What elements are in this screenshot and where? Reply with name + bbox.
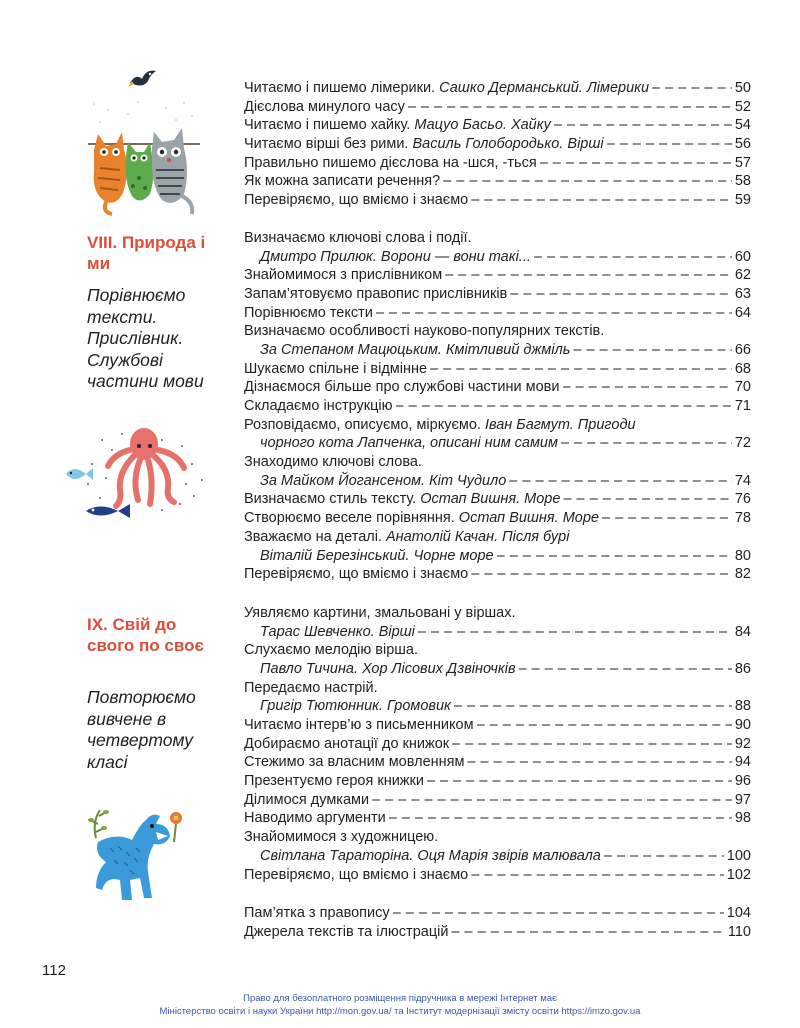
table-of-contents — [244, 79, 751, 942]
toc-entry[interactable]: За Степаном Мацюцьким. Кмітливий джміль – – – 66 — [244, 341, 751, 360]
toc-entry[interactable]: За Майком Йогансеном. Кіт Чудило – – – 74 — [244, 472, 751, 491]
footer-line: Право для безоплатного розміщення підручника в мережі Інтернет має — [243, 993, 557, 1004]
toc-entry[interactable]: Пам’ятка з правопису – – – 104 — [244, 904, 751, 923]
toc-entry[interactable]: Знайомимося з прислівником – – – 62 — [244, 266, 751, 285]
toc-entry[interactable]: Ділимося думками – – – 97 — [244, 791, 751, 810]
toc-entry[interactable]: Розповідаємо, описуємо, міркуємо. Іван Багмут. Пригоди — [244, 416, 636, 433]
toc-entry[interactable]: Визначаємо стиль тексту. Остап Вишня. Море – – – 76 — [244, 490, 751, 509]
toc-entry[interactable]: Як можна записати речення? – – – 58 — [244, 172, 751, 191]
toc-entry[interactable]: Наводимо аргументи – – – 98 — [244, 809, 751, 828]
toc-entry[interactable]: Дієслова минулого часу – – – 52 — [244, 98, 751, 117]
toc-entry[interactable]: Добираємо анотації до книжок – – – 92 — [244, 735, 751, 754]
toc-entry[interactable]: Перевіряємо, що вміємо і знаємо – – – 82 — [244, 565, 751, 584]
toc-entry[interactable]: Визначаємо ключові слова і події. — [244, 229, 472, 246]
blue-beast-illustration — [86, 802, 192, 910]
toc-entry[interactable]: Дізнаємося більше про службові частини мови – – – 70 — [244, 378, 751, 397]
toc-entry[interactable]: Читаємо інтерв’ю з письменником – – – 90 — [244, 716, 751, 735]
toc-entry[interactable]: Перевіряємо, що вміємо і знаємо – – – 59 — [244, 191, 751, 210]
fish-icon — [62, 462, 94, 486]
section-title: IX. Свій до свого по своє — [87, 615, 204, 655]
toc-entry[interactable]: Порівнюємо тексти – – – 64 — [244, 304, 751, 323]
section-subtitle: Порівнюємо тексти. Прислівник. Службові частини мови — [87, 285, 204, 391]
toc-entry[interactable]: чорного кота Лапченка, описані ним самим – – – 72 — [244, 434, 751, 453]
toc-entry[interactable]: Визначаємо особливості науково-популярних текстів. — [244, 323, 605, 340]
toc-entry[interactable]: Зважаємо на деталі. Анатолій Качан. Після бурі — [244, 528, 570, 545]
footer-line: Міністерство освіти і науки України http://mon.gov.ua/ та Інститут модернізації змісту освіти https://imzo.gov.ua — [159, 1005, 641, 1017]
toc-entry[interactable]: Уявляємо картини, змальовані у віршах. — [244, 604, 516, 621]
bird-icon — [126, 63, 160, 97]
footer-notice — [0, 993, 800, 1018]
toc-entry[interactable]: Запам’ятовуємо правопис прислівників – – – 63 — [244, 285, 751, 304]
section-subtitle: Повторюємо вивчене в четвертому класі — [87, 687, 196, 772]
toc-entry[interactable]: Створюємо веселе порівняння. Остап Вишня. Море – – – 78 — [244, 509, 751, 528]
fish-icon — [82, 500, 132, 522]
toc-entry[interactable]: Джерела текстів та ілюстрацій – – – 110 — [244, 923, 751, 942]
toc-entry[interactable]: Читаємо і пишемо хайку. Мацуо Басьо. Хайку – – – 54 — [244, 116, 751, 135]
toc-entry[interactable]: Знаходимо ключові слова. — [244, 454, 422, 471]
toc-entry[interactable]: Презентуємо героя книжки – – – 96 — [244, 772, 751, 791]
toc-entry[interactable]: Світлана Тараторіна. Оця Марія звірів малювала – – – 100 — [244, 847, 751, 866]
toc-entry[interactable]: Перевіряємо, що вміємо і знаємо – – – 102 — [244, 866, 751, 885]
cats-illustration — [88, 98, 200, 216]
toc-entry[interactable]: Тарас Шевченко. Вірші – – – 84 — [244, 623, 751, 642]
toc-entry[interactable]: Правильно пишемо дієслова на -шся, -ться – – – 57 — [244, 154, 751, 173]
toc-entry[interactable]: Читаємо вірші без рими. Василь Голобородько. Вірші – – – 56 — [244, 135, 751, 154]
toc-entry[interactable]: Дмитро Прилюк. Ворони — вони такі... – – – 60 — [244, 248, 751, 267]
toc-entry[interactable]: Читаємо і пишемо лімерики. Сашко Дерманський. Лімерики – – – 50 — [244, 79, 751, 98]
toc-entry[interactable]: Павло Тичина. Хор Лісових Дзвіночків – – – 86 — [244, 660, 751, 679]
toc-entry[interactable]: Слухаємо мелодію вірша. — [244, 642, 419, 659]
toc-entry[interactable]: Григір Тютюнник. Громовик – – – 88 — [244, 697, 751, 716]
toc-entry[interactable]: Віталій Березінський. Чорне море – – – 80 — [244, 547, 751, 566]
page-number: 112 — [42, 962, 66, 979]
toc-entry[interactable]: Передаємо настрій. — [244, 679, 378, 696]
toc-entry[interactable]: Складаємо інструкцію – – – 71 — [244, 397, 751, 416]
section-title: VIII. Природа і ми — [87, 233, 206, 273]
toc-entry[interactable]: Знайомимося з художницею. — [244, 829, 439, 846]
toc-entry[interactable]: Шукаємо спільне і відмінне – – – 68 — [244, 360, 751, 379]
toc-entry[interactable]: Стежимо за власним мовленням – – – 94 — [244, 753, 751, 772]
